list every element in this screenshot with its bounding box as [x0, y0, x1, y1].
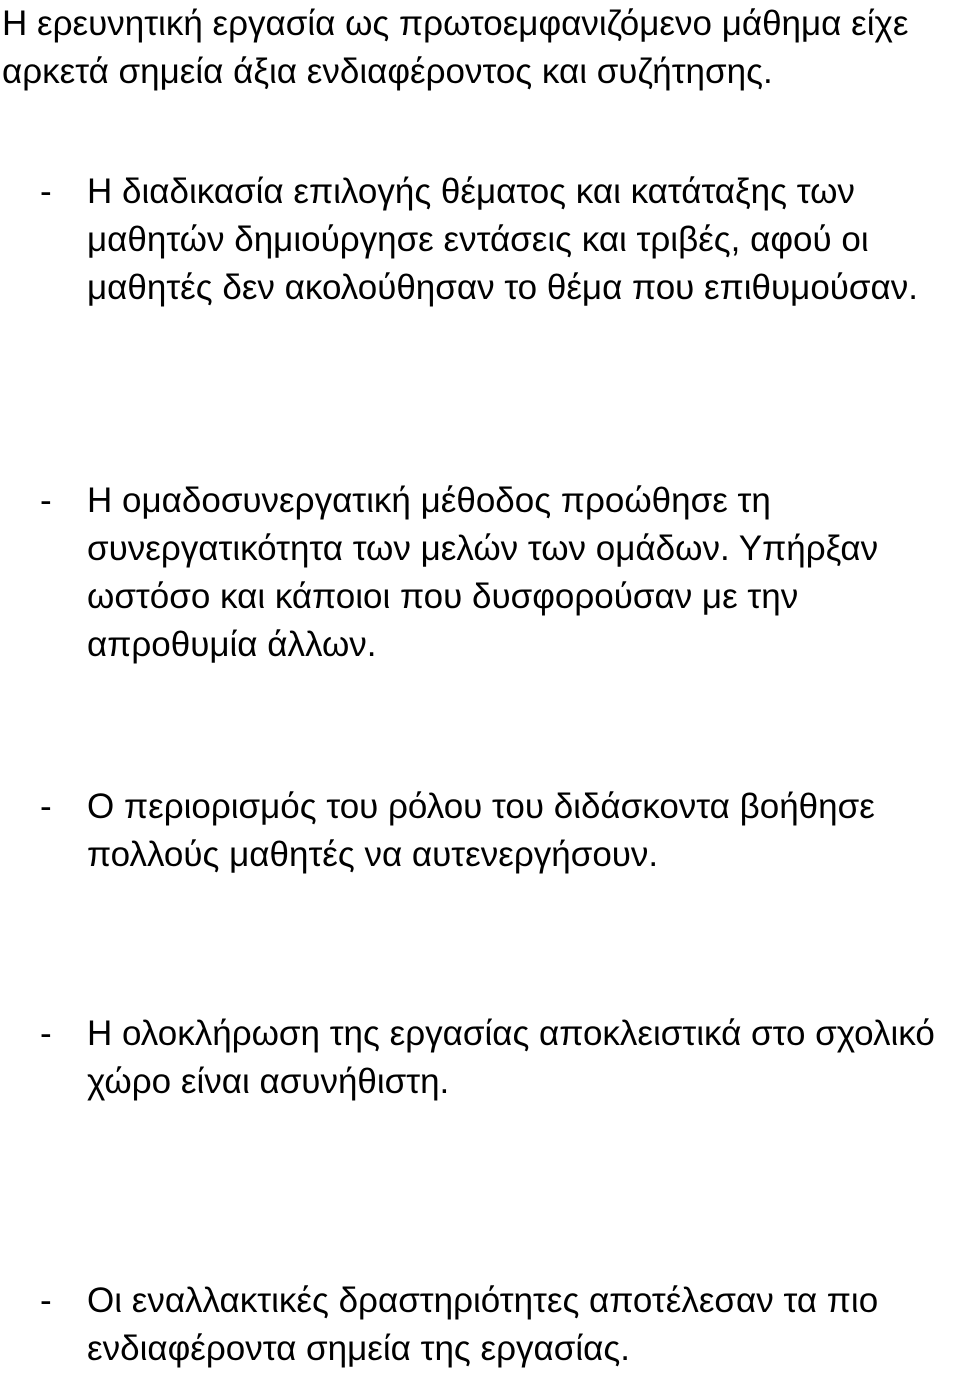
bullet-dash: - [40, 481, 52, 520]
bullet-dash: - [40, 1014, 52, 1053]
bullet-item [40, 1010, 958, 1106]
bullet-text: Η ολοκλήρωση της εργασίας αποκλειστικά στο σχολικό χώρο είναι ασυνήθιστη. [87, 1014, 935, 1101]
bullet-text: Ο περιορισμός του ρόλου του διδάσκοντα βοήθησε πολλούς μαθητές να αυτενεργήσουν. [87, 787, 875, 874]
bullet-dash: - [40, 1281, 52, 1320]
bullet-dash: - [40, 172, 52, 211]
bullet-dash: - [40, 787, 52, 826]
bullet-item [40, 168, 958, 312]
bullet-item [40, 1277, 958, 1373]
bullet-item [40, 477, 958, 669]
bullet-text: Η ομαδοσυνεργατική μέθοδος προώθησε τη συνεργατικότητα των μελών των ομάδων. Υπήρξαν ωστόσο και κάποιοι που δυσφορούσαν με την απροθυμία άλλων. [87, 481, 879, 664]
bullet-item [40, 783, 958, 879]
bullet-text: Η διαδικασία επιλογής θέματος και κατάταξης των μαθητών δημιούργησε εντάσεις και τριβές, αφού οι μαθητές δεν ακολούθησαν το θέμα που επιθυμούσαν. [87, 172, 918, 307]
bullet-text: Οι εναλλακτικές δραστηριότητες αποτέλεσαν τα πιο ενδιαφέροντα σημεία της εργασίας. [87, 1281, 879, 1368]
intro-paragraph: Η ερευνητική εργασία ως πρωτοεμφανιζόμενο μάθημα είχε αρκετά σημεία άξια ενδιαφέροντος και συζήτησης. [2, 4, 909, 91]
